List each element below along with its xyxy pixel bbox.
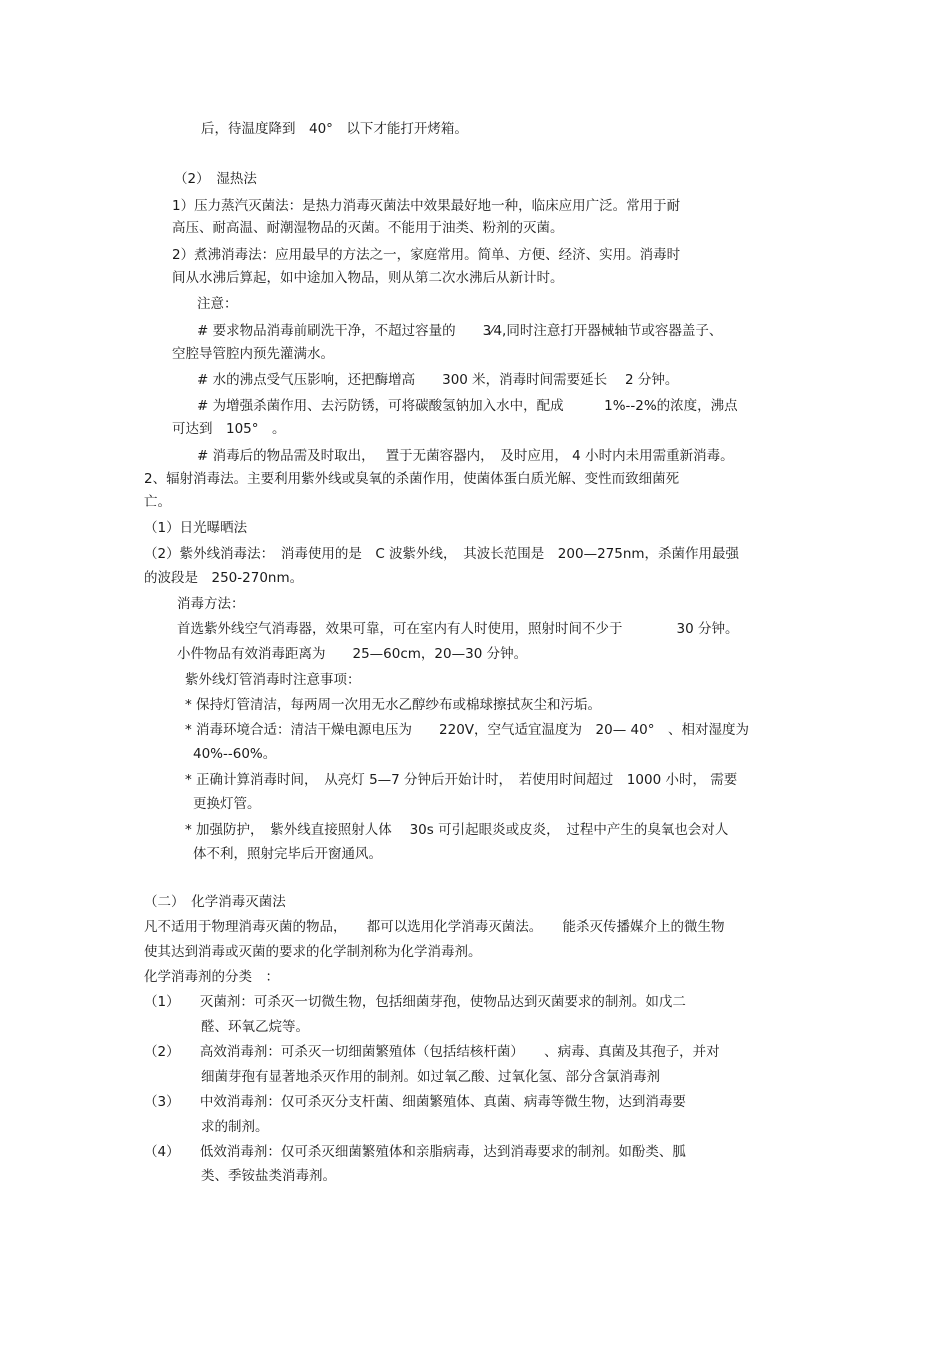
method-label: 消毒方法： [177, 596, 245, 612]
text-line: 1）压力蒸汽灭菌法：是热力消毒灭菌法中效果最好地一种，临床应用广泛。常用于耐 [172, 198, 681, 214]
bullet-item: * 消毒环境合适：清洁干燥电源电压为 220V，空气适宜温度为 20— 40° 、相对湿度为 [185, 722, 749, 738]
text-line: 40%--60%。 [193, 746, 277, 762]
bullet-item: * 加强防护， 紫外线直接照射人体 30s 可引起眼炎或皮炎， 过程中产生的臭氧也会对人 [185, 822, 729, 838]
note-label: 紫外线灯管消毒时注意事项： [185, 672, 361, 688]
text-line: 求的制剂。 [201, 1119, 269, 1135]
note-item: # 水的沸点受气压影响，还把酶增高 300 米，消毒时间需要延长 2 分钟。 [197, 372, 679, 388]
list-item: （4） 低效消毒剂：仅可杀灭细菌繁殖体和亲脂病毒，达到消毒要求的制剂。如酚类、胍 [144, 1144, 686, 1160]
note-item: # 为增强杀菌作用、去污防锈，可将碳酸氢钠加入水中，配成 1%--2%的浓度，沸点 [197, 398, 738, 414]
note-label: 注意： [197, 296, 238, 312]
text-line: 小件物品有效消毒距离为 25—60cm，20—30 分钟。 [177, 646, 528, 662]
text-line: 的波段是 250-270nm。 [144, 570, 304, 586]
text-line: 高压、耐高温、耐潮湿物品的灭菌。不能用于油类、粉剂的灭菌。 [172, 220, 564, 236]
text-line: 更换灯管。 [193, 796, 261, 812]
text-line: 细菌芽孢有显著地杀灭作用的制剂。如过氧乙酸、过氧化氢、部分含氯消毒剂 [201, 1069, 660, 1085]
text-line: 类、季铵盐类消毒剂。 [201, 1168, 336, 1184]
text-line: 可达到 105° 。 [172, 421, 286, 437]
text-line: 使其达到消毒或灭菌的要求的化学制剂称为化学消毒剂。 [144, 944, 482, 960]
subsection-heading: （1）日光曝晒法 [144, 520, 248, 536]
list-item: （2） 高效消毒剂：可杀灭一切细菌繁殖体（包括结核杆菌） 、病毒、真菌及其孢子，并对 [144, 1044, 720, 1060]
note-item: # 要求物品消毒前刷洗干净，不超过容量的 3⁄4,同时注意打开器械轴节或容器盖子、 [197, 323, 723, 339]
list-item: （3） 中效消毒剂：仅可杀灭分支杆菌、细菌繁殖体、真菌、病毒等微生物，达到消毒要 [144, 1094, 686, 1110]
text-line: 空腔导管腔内预先灌满水。 [172, 346, 334, 362]
list-item: （1） 灭菌剂：可杀灭一切微生物，包括细菌芽孢，使物品达到灭菌要求的制剂。如戊二 [144, 994, 686, 1010]
subsection-heading: （2） 湿热法 [174, 171, 257, 187]
text-line: 凡不适用于物理消毒灭菌的物品， 都可以选用化学消毒灭菌法。 能杀灭传播媒介上的微生物 [144, 919, 725, 935]
text-line: （2）紫外线消毒法： 消毒使用的是 C 波紫外线， 其波长范围是 200—275nm，杀菌作用最强 [144, 546, 740, 562]
section-heading: 2、辐射消毒法。主要利用紫外线或臭氧的杀菌作用，使菌体蛋白质光解、变性而致细菌死 [144, 471, 680, 487]
section-heading: （二） 化学消毒灭菌法 [144, 894, 286, 910]
text-line: 醛、环氧乙烷等。 [201, 1019, 309, 1035]
text-line: 化学消毒剂的分类 ： [144, 969, 279, 985]
note-item: # 消毒后的物品需及时取出， 置于无菌容器内， 及时应用， 4 小时内未用需重新消毒。 [197, 448, 734, 464]
text-line: 首选紫外线空气消毒器，效果可靠，可在室内有人时使用，照射时间不少于 30 分钟。 [177, 621, 739, 637]
text-line: 间从水沸后算起，如中途加入物品，则从第二次水沸后从新计时。 [172, 270, 564, 286]
text-line: 亡。 [144, 494, 171, 510]
text-line: 2）煮沸消毒法：应用最早的方法之一，家庭常用。简单、方便、经济、实用。消毒时 [172, 247, 681, 263]
text-line: 体不利，照射完毕后开窗通风。 [193, 846, 382, 862]
bullet-item: * 正确计算消毒时间， 从亮灯 5—7 分钟后开始计时， 若使用时间超过 1000 小时， 需要 [185, 772, 738, 788]
text-line: 后，待温度降到 40° 以下才能打开烤箱。 [201, 121, 468, 137]
bullet-item: * 保持灯管清洁，每两周一次用无水乙醇纱布或棉球擦拭灰尘和污垢。 [185, 697, 602, 713]
